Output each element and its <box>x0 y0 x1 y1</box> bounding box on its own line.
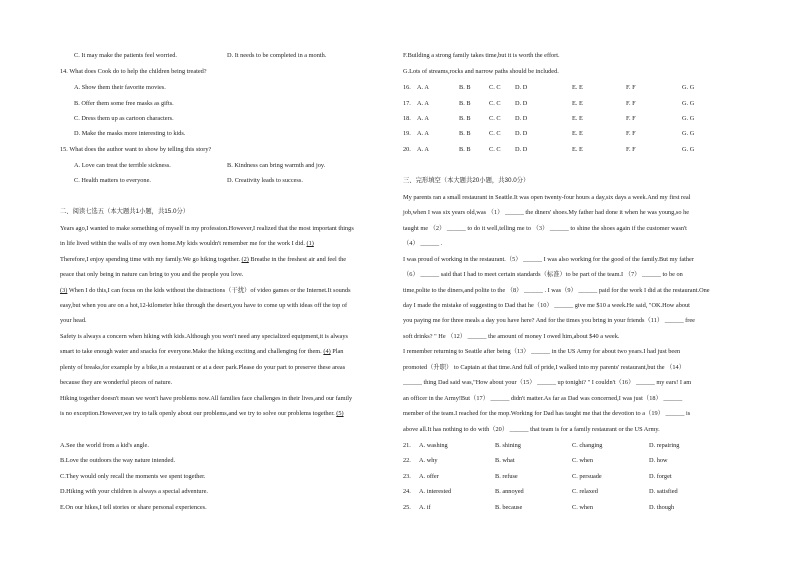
answer-choice-g[interactable]: G. G <box>682 146 695 153</box>
cloze-line-8: day I made the mistake of suggesting to Dad that he（10） ______ give me $10 a week.He said, "OK.How about <box>403 302 690 309</box>
option-g: G.Lots of streams,rocks and narrow paths should be included. <box>403 68 559 75</box>
answer-choice-f[interactable]: F. F <box>626 100 636 107</box>
cloze-line-14: an officer in the Army!But（17） ______ didn't matter.As far as Dad was concerned,I was just（18） ______ <box>403 395 683 402</box>
q14-option-b[interactable]: B. Offer them some free masks as gifts. <box>74 100 174 107</box>
q14-option-c[interactable]: C. Dress them up as cartoon characters. <box>74 115 174 122</box>
cloze-line-12: promoted（升职） to Captain at that time.And full of pride,I walked into my parents' restaurant,but the （14） <box>403 364 685 371</box>
cloze-line-7: time,polite to the diners,and polite to the （8） ______ . I was（9） ______ paid for the work I did at the restaurant.One <box>403 287 710 294</box>
choice-d[interactable]: D. how <box>649 457 668 464</box>
choice-b[interactable]: B. shining <box>495 442 521 449</box>
passage-line-7: your head. <box>60 317 87 324</box>
cloze-line-15: member of the team.I reached for the mop.Working for Dad has taught me that the devotion to a（19） ______ is <box>403 410 691 417</box>
choice-a[interactable]: A. washing <box>419 442 448 449</box>
choice-number: 21. <box>403 442 411 449</box>
answer-choice-f[interactable]: F. F <box>626 84 636 91</box>
choice-number: 23. <box>403 473 411 480</box>
answer-choice-e[interactable]: E. E <box>572 115 583 122</box>
section2-heading: 二、阅读七选五（本大题共1小题，共15.0分） <box>60 208 190 215</box>
cloze-line-10: soft drinks? " He （12） ______ the amount of money I owed him,about $40 a week. <box>403 333 620 340</box>
choice-a[interactable]: A. if <box>419 504 431 511</box>
answer-choice-c[interactable]: C. C <box>489 84 501 91</box>
cloze-line-6: （6） ______ said that I had to meet certain standards（标准）to be part of the team.I （7） ______ to be on <box>403 271 683 278</box>
blank-2[interactable]: (2) <box>241 256 249 263</box>
answer-choice-d[interactable]: D. D <box>515 100 528 107</box>
choice-number: 25. <box>403 504 411 511</box>
cloze-line-1: My parents ran a small restaurant in Seattle.It was open twenty-four hours a day,six days a week.And my first real <box>403 194 691 201</box>
answer-choice-a[interactable]: A. A <box>417 100 429 107</box>
answer-choice-e[interactable]: E. E <box>572 146 583 153</box>
choice-a[interactable]: A. why <box>419 457 438 464</box>
cloze-line-4: （4） ______ . <box>403 240 443 247</box>
answer-choice-d[interactable]: D. D <box>515 130 528 137</box>
answer-number: 18. <box>403 115 411 122</box>
choice-a[interactable]: A. interested <box>419 488 452 495</box>
choice-c[interactable]: C. persuade <box>572 473 602 480</box>
q13-option-c[interactable]: C. It may make the patients feel worried. <box>74 52 177 59</box>
choice-c[interactable]: C. changing <box>572 442 603 449</box>
cloze-line-2: job,when I was six years old,was （1） ______ the diners' shoes.My father had done it when he was young,so he <box>403 209 690 216</box>
answer-choice-f[interactable]: F. F <box>626 130 636 137</box>
answer-choice-d[interactable]: D. D <box>515 84 528 91</box>
option-b: B.Love the outdoors the way nature intended. <box>60 457 176 464</box>
q13-option-d[interactable]: D. It needs to be completed in a month. <box>227 52 327 59</box>
passage-line-5: (3) When I do this,I can focus on the kids without the distractions（干扰）of video games or the Internet.It sounds <box>60 287 351 294</box>
q15-option-c[interactable]: C. Health matters to everyone. <box>74 177 151 184</box>
answer-choice-e[interactable]: E. E <box>572 100 583 107</box>
answer-choice-c[interactable]: C. C <box>489 115 501 122</box>
answer-number: 17. <box>403 100 411 107</box>
choice-c[interactable]: C. relaxed <box>572 488 598 495</box>
passage-line-12: Hiking together doesn't mean we won't have problems now.All families face challenges in their lives,and our family <box>60 395 353 402</box>
passage-line-8: Safety is always a concern when hiking with kids.Although you won't need any specialized equipment,it is always <box>60 333 348 340</box>
passage-line-13: is no exception.However,we try to talk openly about our problems,and we try to solve our problems together. (5) <box>60 410 344 417</box>
answer-choice-b[interactable]: B. B <box>459 146 471 153</box>
answer-choice-b[interactable]: B. B <box>459 100 471 107</box>
answer-number: 20. <box>403 146 411 153</box>
answer-choice-g[interactable]: G. G <box>682 130 695 137</box>
option-c: C.They would only recall the moments we spent together. <box>60 473 206 480</box>
passage-line-9: smart to take enough water and snacks for everyone.Make the hiking exciting and challenging for them. (4) Plan <box>60 348 344 355</box>
answer-choice-a[interactable]: A. A <box>417 130 429 137</box>
q15-option-b[interactable]: B. Kindness can bring warmth and joy. <box>227 162 326 169</box>
answer-choice-c[interactable]: C. C <box>489 100 501 107</box>
answer-choice-c[interactable]: C. C <box>489 146 501 153</box>
choice-d[interactable]: D. forget <box>649 473 672 480</box>
choice-d[interactable]: D. though <box>649 504 675 511</box>
cloze-line-13: ______ thing Dad said was,"How about your（15） ______ up tonight? " I couldn't（16） ______ my ears! I am <box>403 379 692 386</box>
choice-b[interactable]: B. what <box>495 457 515 464</box>
section3-heading: 三、完形填空（本大题共20小题，共30.0分） <box>403 177 530 184</box>
option-f: F.Building a strong family takes time,but it is worth the effort. <box>403 52 560 59</box>
answer-number: 16. <box>403 84 411 91</box>
cloze-line-9: you paying me for three meals a day you have here? And for the times you bring in your friends（11） ______ free <box>403 317 695 324</box>
answer-choice-d[interactable]: D. D <box>515 115 528 122</box>
answer-number: 19. <box>403 130 411 137</box>
cloze-line-3: taught me （2） ______ to do it well,telling me to （3） ______ to shine the shoes again if the customer wasn't <box>403 225 687 232</box>
answer-choice-e[interactable]: E. E <box>572 130 583 137</box>
q14-option-a[interactable]: A. Show them their favorite movies. <box>74 84 166 91</box>
passage-line-11: because they are wonderful pieces of nature. <box>60 379 173 386</box>
passage-line-1: Years ago,I wanted to make something of myself in my profession.However,I realized that the most important things <box>60 225 354 232</box>
choice-number: 24. <box>403 488 411 495</box>
answer-choice-a[interactable]: A. A <box>417 115 429 122</box>
answer-choice-c[interactable]: C. C <box>489 130 501 137</box>
blank-4[interactable]: (4) <box>323 348 331 355</box>
answer-choice-d[interactable]: D. D <box>515 146 528 153</box>
choice-b[interactable]: B. because <box>495 504 523 511</box>
blank-1[interactable]: (1) <box>306 240 314 247</box>
cloze-line-16: above all.It has nothing to do with（20） ______ that team is for a family restaurant or the US Army. <box>403 426 660 433</box>
passage-line-10: plenty of breaks,for example by a bike,in a restaurant or at a deer park.Please do your part to preserve these areas <box>60 364 346 371</box>
answer-choice-g[interactable]: G. G <box>682 115 695 122</box>
answer-choice-f[interactable]: F. F <box>626 146 636 153</box>
answer-choice-e[interactable]: E. E <box>572 84 583 91</box>
choice-number: 22. <box>403 457 411 464</box>
choice-c[interactable]: C. when <box>572 504 593 511</box>
cloze-line-5: I was proud of working in the restaurant.（5） ______ I was also working for the good of the family.But my father <box>403 256 694 263</box>
q15-option-d[interactable]: D. Creativity leads to success. <box>227 177 303 184</box>
q15-option-a[interactable]: A. Love can treat the terrible sickness. <box>74 162 171 169</box>
choice-c[interactable]: C. when <box>572 457 593 464</box>
q15-stem: 15. What does the author want to show by telling this story? <box>60 146 212 153</box>
passage-line-3: Therefore,I enjoy spending time with my family.We go hiking together. (2) Breathe in the freshest air and feel the <box>60 256 347 263</box>
choice-d[interactable]: D. satisfied <box>649 488 678 495</box>
q14-stem: 14. What does Cook do to help the children being treated? <box>60 68 207 75</box>
option-e: E.On our hikes,I tell stories or share personal experiences. <box>60 504 207 511</box>
passage-line-4: peace that only being in nature can bring to you and the people you love. <box>60 271 244 278</box>
passage-line-2: in life lived within the walls of my own home.My kids wouldn't remember me for the work I did. (1) <box>60 240 314 247</box>
answer-choice-a[interactable]: A. A <box>417 146 429 153</box>
answer-choice-b[interactable]: B. B <box>459 115 471 122</box>
answer-choice-b[interactable]: B. B <box>459 84 471 91</box>
choice-b[interactable]: B. refuse <box>495 473 518 480</box>
choice-d[interactable]: D. repairing <box>649 442 680 449</box>
passage-line-6: easy,but when you are on a hot,12-kilometer hike through the desert,you have to come up with ideas off the top of <box>60 302 348 309</box>
option-d: D.Hiking with your children is always a special adventure. <box>60 488 208 495</box>
answer-choice-g[interactable]: G. G <box>682 100 695 107</box>
answer-choice-b[interactable]: B. B <box>459 130 471 137</box>
q14-option-d[interactable]: D. Make the masks more interesting to kids. <box>74 130 186 137</box>
choice-a[interactable]: A. offer <box>419 473 439 480</box>
choice-b[interactable]: B. annoyed <box>495 488 524 495</box>
answer-choice-a[interactable]: A. A <box>417 84 429 91</box>
answer-choice-f[interactable]: F. F <box>626 115 636 122</box>
cloze-line-11: I remember returning to Seattle after being（13） ______ in the US Army for about two years.I had just been <box>403 348 681 355</box>
blank-5[interactable]: (5) <box>336 410 344 417</box>
answer-choice-g[interactable]: G. G <box>682 84 695 91</box>
blank-3[interactable]: (3) <box>60 287 68 294</box>
option-a: A.See the world from a kid's angle. <box>60 442 149 449</box>
